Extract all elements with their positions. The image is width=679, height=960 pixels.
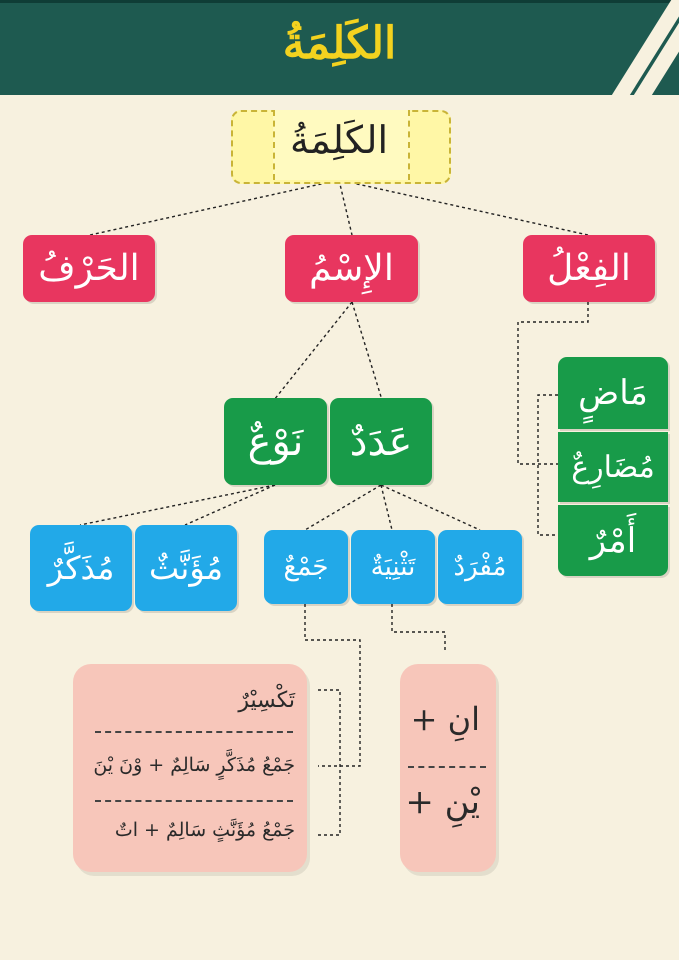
plural-feminine: جَمْعُ مُؤَنَّثٍ سَالِمٌ + اتٌ [114, 819, 295, 841]
dual-box [400, 664, 496, 872]
dual-form-an: + انِ [410, 700, 480, 738]
plural-masculine: جَمْعُ مُذَكَّرٍ سَالِمٌ + وْنَ يْنَ [93, 754, 295, 776]
muannath-box: مُؤَنَّثٌ [135, 525, 237, 611]
page-title: الكَلِمَةُ [282, 18, 397, 69]
harf-box: الحَرْفُ [23, 235, 155, 302]
root-label: الكَلِمَةُ [289, 118, 389, 162]
fiel-box: الفِعْلُ [523, 235, 655, 302]
dual-form-ayn: + يْنِ [405, 782, 480, 822]
amr-box: أَمْرٌ [558, 505, 668, 576]
tathniya-box: تَثْنِيَةٌ [351, 530, 435, 604]
divider [95, 800, 293, 802]
jam-box: جَمْعٌ [264, 530, 348, 604]
plural-taksir: تَكْسِيْرٌ [238, 688, 295, 713]
mufrad-box: مُفْرَدٌ [438, 530, 522, 604]
madi-box: مَاضٍ [558, 357, 668, 429]
divider [95, 731, 293, 733]
mudari-box: مُضَارِعٌ [558, 432, 668, 502]
divider [408, 766, 486, 768]
naw-box: نَوْعٌ [224, 398, 327, 485]
adad-box: عَدَدٌ [330, 398, 432, 485]
mudhakkar-box: مُذَكَّرٌ [30, 525, 132, 611]
ism-box: الإِسْمُ [285, 235, 418, 302]
